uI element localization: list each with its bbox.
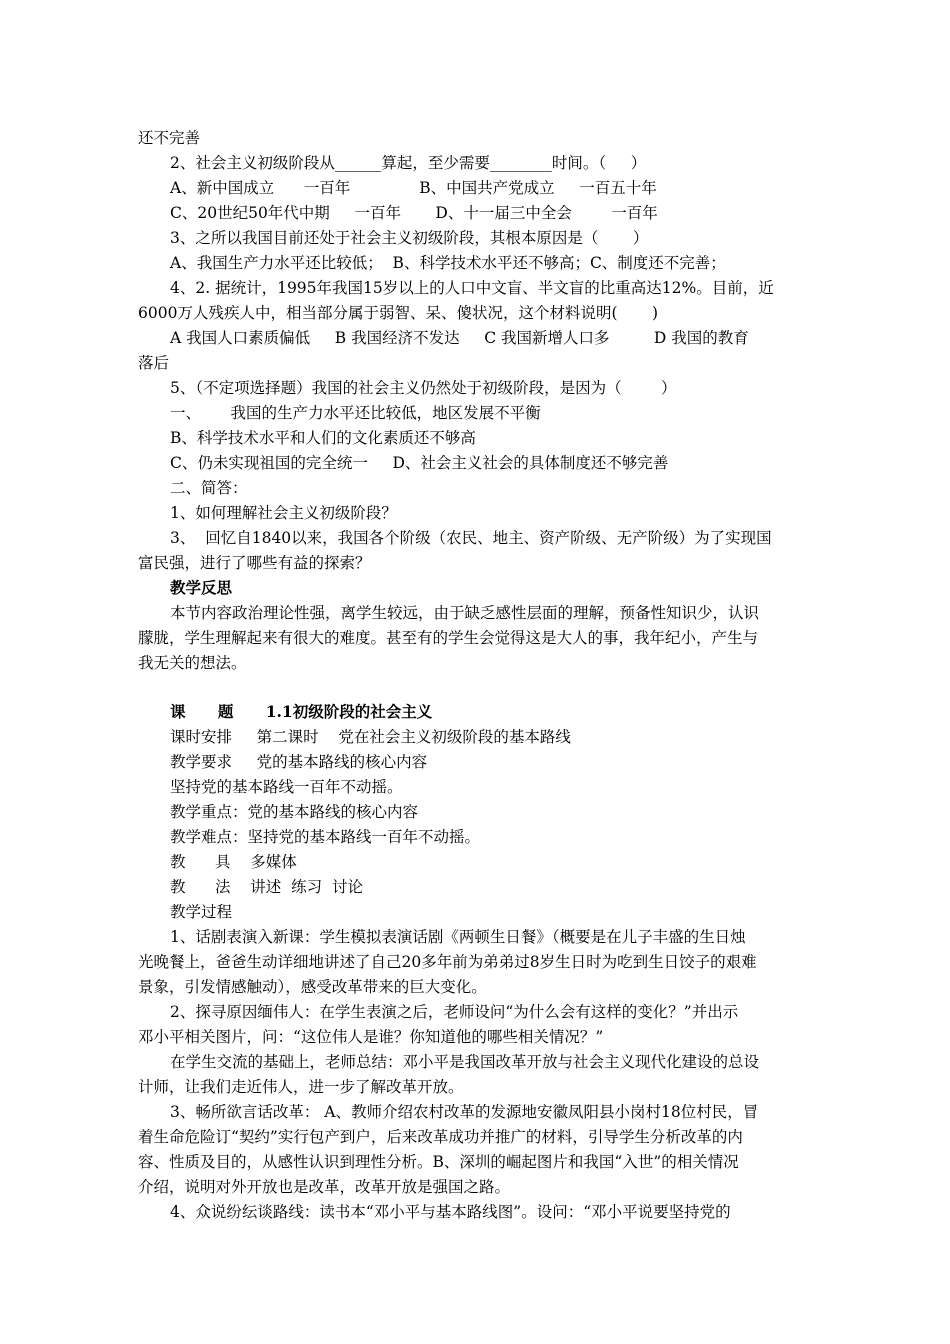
lesson-difficulty: 教学难点：坚持党的基本路线一百年不动摇。 xyxy=(170,828,481,846)
process-step-1-end: 景象，引发情感触动），感受改革带来的巨大变化。 xyxy=(138,978,487,996)
process-step-2: 2、探寻原因缅伟人：在学生表演之后，老师设问“为什么会有这样的变化？”并出示 xyxy=(170,1003,739,1021)
question-3: 3、之所以我国目前还处于社会主义初级阶段，其根本原因是（ ） xyxy=(170,229,649,247)
process-step-3-cont: 着生命危险订“契约”实行包产到户，后来改革成功并推广的材料，引导学生分析改革的内 xyxy=(138,1128,743,1146)
process-step-1: 1、话剧表演入新课：学生模拟表演话剧《两顿生日餐》（概要是在儿子丰盛的生日烛 xyxy=(170,928,746,946)
question-5-options-cd: C、仍未实现祖国的完全统一 D、社会主义社会的具体制度还不够完善 xyxy=(170,454,669,472)
lesson-requirements: 教学要求 党的基本路线的核心内容 xyxy=(170,753,428,771)
process-step-3: 3、畅所欲言话改革： A、教师介绍农村改革的发源地安徽凤阳县小岗村18位村民，冒 xyxy=(170,1103,759,1121)
process-step-2-cont: 邓小平相关图片，问：“这位伟人是谁？你知道他的哪些相关情况？” xyxy=(138,1028,604,1046)
question-2-options-cd: C、20世纪50年代中期 一百年 D、十一届三中全会 一百年 xyxy=(170,204,658,222)
reflection-paragraph: 本节内容政治理论性强，离学生较远，由于缺乏感性层面的理解，预备性知识少，认识 xyxy=(170,604,760,622)
section-heading-short-answer: 二、简答： xyxy=(170,479,248,497)
question-4-cont: 6000万人残疾人中，相当部分属于弱智、呆、傻状况，这个材料说明( ) xyxy=(138,304,659,322)
short-answer-3-cont: 富民强，进行了哪些有益的探索？ xyxy=(138,554,371,572)
question-2-options-ab: A、新中国成立 一百年 B、中国共产党成立 一百五十年 xyxy=(170,179,657,197)
process-step-4: 4、众说纷纭谈路线：读书本“邓小平与基本路线图”。设问：“邓小平说要坚持党的 xyxy=(170,1203,731,1221)
teaching-reflection-heading: 教学反思 xyxy=(170,578,233,597)
question-4-options-cont: 落后 xyxy=(138,354,170,372)
short-answer-1: 1、如何理解社会主义初级阶段？ xyxy=(170,504,397,522)
process-step-2-summary: 在学生交流的基础上，老师总结：邓小平是我国改革开放与社会主义现代化建设的总设 xyxy=(170,1053,760,1071)
reflection-paragraph-cont: 朦胧，学生理解起来有很大的难度。甚至有的学生会觉得这是大人的事，我年纪小，产生与 xyxy=(138,629,759,647)
lesson-tools: 教 具 多媒体 xyxy=(170,853,297,871)
question-3-options: A、我国生产力水平还比较低； B、科学技术水平还不够高；C、制度还不完善； xyxy=(170,254,726,272)
reflection-paragraph-end: 我无关的想法。 xyxy=(138,654,247,672)
text-line: 还不完善 xyxy=(138,129,201,147)
lesson-process-heading: 教学过程 xyxy=(170,903,233,921)
short-answer-3: 3、 回忆自1840以来，我国各个阶级（农民、地主、资产阶级、无产阶级）为了实现国 xyxy=(170,529,772,547)
lesson-title: 课 题 1.1初级阶段的社会主义 xyxy=(170,702,433,721)
question-4: 4、2. 据统计，1995年我国15岁以上的人口中文盲、半文盲的比重高达12%。目前，近 xyxy=(170,279,774,297)
question-5: 5、（不定项选择题）我国的社会主义仍然处于初级阶段，是因为（ ） xyxy=(170,379,677,397)
process-step-1-cont: 光晚餐上，爸爸生动详细地讲述了自己20多年前为弟弟过8岁生日时为吃到生日饺子的艰难 xyxy=(138,953,757,971)
question-4-options: A 我国人口素质偏低 B 我国经济不发达 C 我国新增人口多 D 我国的教育 xyxy=(170,329,749,347)
process-step-3-cont2: 容、性质及目的，从感性认识到理性分析。B、深圳的崛起图片和我国“入世”的相关情况 xyxy=(138,1153,739,1171)
lesson-requirements-cont: 坚持党的基本路线一百年不动摇。 xyxy=(170,778,403,796)
lesson-schedule: 课时安排 第二课时 党在社会主义初级阶段的基本路线 xyxy=(170,728,571,746)
process-step-3-end: 介绍，说明对外开放也是改革，改革开放是强国之路。 xyxy=(138,1178,511,1196)
question-2: 2、社会主义初级阶段从______算起，至少需要________时间。（ ） xyxy=(170,154,647,172)
question-5-option-b: B、科学技术水平和人们的文化素质还不够高 xyxy=(170,429,476,447)
question-5-option-a: 一、 我国的生产力水平还比较低，地区发展不平衡 xyxy=(170,404,541,422)
lesson-methods: 教 法 讲述 练习 讨论 xyxy=(170,878,363,896)
lesson-key-point: 教学重点：党的基本路线的核心内容 xyxy=(170,803,419,821)
process-step-2-summary-cont: 计师，让我们走近伟人，进一步了解改革开放。 xyxy=(138,1078,464,1096)
